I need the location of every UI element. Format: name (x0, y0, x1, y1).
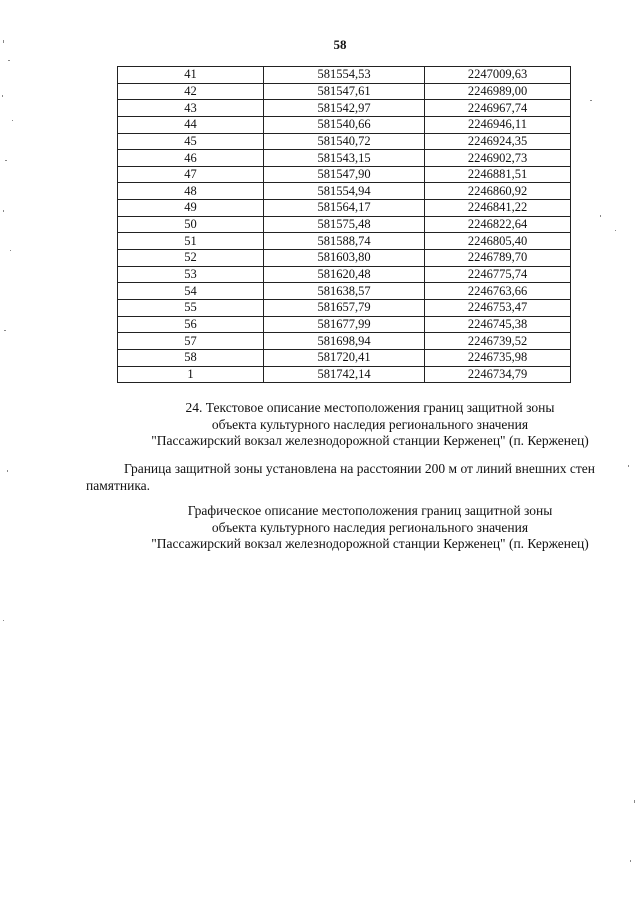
table-row (118, 67, 571, 84)
y-coordinate-cell: 2246989,00 (425, 83, 571, 100)
x-coordinate-cell: 581554,94 (264, 183, 425, 200)
x-coordinate-cell: 581588,74 (264, 233, 425, 250)
table-row (118, 316, 571, 333)
x-coordinate-cell: 581547,61 (264, 83, 425, 100)
x-coordinate-cell: 581657,79 (264, 299, 425, 316)
coordinates-table (117, 66, 571, 383)
table-row (118, 183, 571, 200)
y-coordinate-cell: 2246775,74 (425, 266, 571, 283)
x-coordinate-cell: 581742,14 (264, 366, 425, 383)
x-coordinate-cell: 581542,97 (264, 100, 425, 117)
x-coordinate-cell: 581540,66 (264, 116, 425, 133)
point-number-cell: 44 (118, 116, 264, 133)
y-coordinate-cell: 2247009,63 (425, 67, 571, 84)
x-coordinate-cell: 581720,41 (264, 349, 425, 366)
point-number-cell: 1 (118, 366, 264, 383)
y-coordinate-cell: 2246735,98 (425, 349, 571, 366)
heading-line: объекта культурного наследия регионального значения (211, 416, 529, 432)
x-coordinate-cell: 581543,15 (264, 150, 425, 167)
point-number-cell: 43 (118, 100, 264, 117)
point-number-cell: 52 (118, 250, 264, 267)
table-row (118, 83, 571, 100)
y-coordinate-cell: 2246881,51 (425, 166, 571, 183)
table-row (118, 100, 571, 117)
point-number-cell: 42 (118, 83, 264, 100)
point-number-cell: 45 (118, 133, 264, 150)
x-coordinate-cell: 581698,94 (264, 333, 425, 350)
table-row (118, 333, 571, 350)
point-number-cell: 47 (118, 166, 264, 183)
table-row (118, 166, 571, 183)
y-coordinate-cell: 2246902,73 (425, 150, 571, 167)
point-number-cell: 46 (118, 150, 264, 167)
y-coordinate-cell: 2246822,64 (425, 216, 571, 233)
point-number-cell: 57 (118, 333, 264, 350)
boundary-paragraph (86, 461, 596, 494)
point-number-cell: 51 (118, 233, 264, 250)
y-coordinate-cell: 2246753,47 (425, 299, 571, 316)
paragraph-line: Граница защитной зоны установлена на расстоянии 200 м от линий внешних стен (124, 461, 595, 476)
point-number-cell: 58 (118, 349, 264, 366)
x-coordinate-cell: 581603,80 (264, 250, 425, 267)
y-coordinate-cell: 2246946,11 (425, 116, 571, 133)
paragraph-line: памятника. (86, 477, 151, 493)
graphic-description-heading (80, 503, 640, 553)
x-coordinate-cell: 581554,53 (264, 67, 425, 84)
table-row (118, 266, 571, 283)
table-row (118, 366, 571, 383)
heading-line: объекта культурного наследия регионального значения (211, 519, 529, 535)
y-coordinate-cell: 2246860,92 (425, 183, 571, 200)
x-coordinate-cell: 581564,17 (264, 200, 425, 217)
y-coordinate-cell: 2246841,22 (425, 200, 571, 217)
point-number-cell: 50 (118, 216, 264, 233)
point-number-cell: 55 (118, 299, 264, 316)
table-row (118, 216, 571, 233)
point-number-cell: 56 (118, 316, 264, 333)
y-coordinate-cell: 2246734,79 (425, 366, 571, 383)
y-coordinate-cell: 2246763,66 (425, 283, 571, 300)
table-row (118, 349, 571, 366)
x-coordinate-cell: 581620,48 (264, 266, 425, 283)
table-row (118, 299, 571, 316)
y-coordinate-cell: 2246739,52 (425, 333, 571, 350)
y-coordinate-cell: 2246745,38 (425, 316, 571, 333)
point-number-cell: 54 (118, 283, 264, 300)
heading-line: "Пассажирский вокзал железнодорожной станции Керженец" (п. Керженец) (151, 536, 589, 551)
table-row (118, 116, 571, 133)
point-number-cell: 41 (118, 67, 264, 84)
x-coordinate-cell: 581677,99 (264, 316, 425, 333)
table-row (118, 200, 571, 217)
x-coordinate-cell: 581575,48 (264, 216, 425, 233)
text-description-heading (80, 400, 640, 450)
heading-line: "Пассажирский вокзал железнодорожной станции Керженец" (п. Керженец) (151, 433, 589, 448)
x-coordinate-cell: 581547,90 (264, 166, 425, 183)
heading-line: Графическое описание местоположения границ защитной зоны (187, 503, 553, 518)
point-number-cell: 49 (118, 200, 264, 217)
heading-line: 24. Текстовое описание местоположения границ защитной зоны (185, 400, 555, 415)
point-number-cell: 53 (118, 266, 264, 283)
table-row (118, 150, 571, 167)
y-coordinate-cell: 2246789,70 (425, 250, 571, 267)
page-number: 58 (333, 37, 347, 52)
point-number-cell: 48 (118, 183, 264, 200)
table-row (118, 283, 571, 300)
y-coordinate-cell: 2246805,40 (425, 233, 571, 250)
table-row (118, 250, 571, 267)
table-row (118, 233, 571, 250)
table-row (118, 133, 571, 150)
coordinates-table-body (118, 67, 571, 383)
y-coordinate-cell: 2246967,74 (425, 100, 571, 117)
y-coordinate-cell: 2246924,35 (425, 133, 571, 150)
x-coordinate-cell: 581540,72 (264, 133, 425, 150)
x-coordinate-cell: 581638,57 (264, 283, 425, 300)
